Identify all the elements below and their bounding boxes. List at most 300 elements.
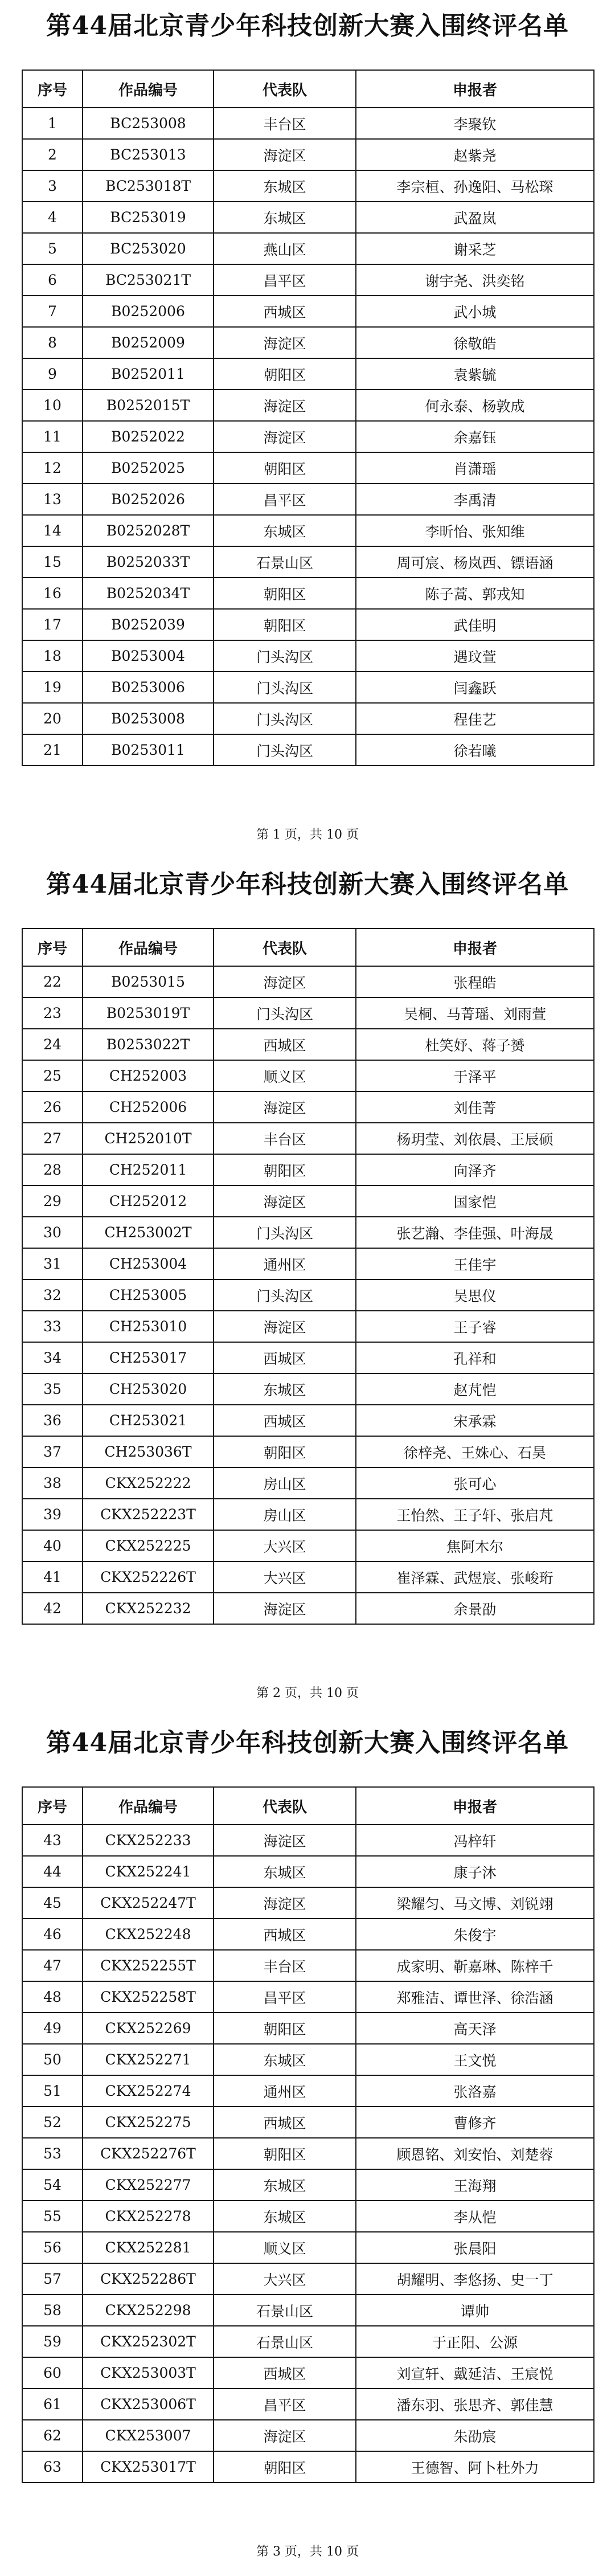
table-row: [22, 2044, 594, 2075]
table-row: [22, 1091, 594, 1123]
cell-applicant: 高天泽: [356, 2013, 594, 2044]
cell-index: 10: [22, 390, 83, 421]
cell-entry-id: CKX252258T: [83, 1981, 214, 2013]
cell-entry-id: BC253018T: [83, 170, 214, 202]
table-row: [22, 2326, 594, 2357]
cell-applicant: 李聚钦: [356, 108, 594, 139]
cell-index: 14: [22, 515, 83, 546]
cell-applicant: 于泽平: [356, 1060, 594, 1091]
table-row: [22, 2232, 594, 2263]
cell-index: 18: [22, 640, 83, 672]
cell-applicant: 于正阳、公源: [356, 2326, 594, 2357]
cell-entry-id: CH252006: [83, 1091, 214, 1123]
cell-applicant: 冯梓轩: [356, 1825, 594, 1856]
table-row: [22, 170, 594, 202]
cell-applicant: 王怡然、王子轩、张启芃: [356, 1499, 594, 1530]
cell-entry-id: CH253020: [83, 1373, 214, 1405]
cell-entry-id: B0252009: [83, 327, 214, 358]
cell-applicant: 吴桐、马菁瑶、刘雨萱: [356, 997, 594, 1029]
cell-team: 西城区: [214, 1405, 356, 1436]
cell-team: 房山区: [214, 1467, 356, 1499]
cell-team: 海淀区: [214, 966, 356, 997]
cell-team: 海淀区: [214, 1091, 356, 1123]
cell-index: 36: [22, 1405, 83, 1436]
cell-entry-id: CH253005: [83, 1279, 214, 1311]
cell-team: 西城区: [214, 1919, 356, 1950]
cell-entry-id: BC253013: [83, 139, 214, 170]
table-row: [22, 1123, 594, 1154]
finalist-table: [22, 69, 594, 766]
cell-team: 门头沟区: [214, 672, 356, 703]
table-row: [22, 2420, 594, 2451]
table-row: [22, 1373, 594, 1405]
cell-entry-id: CKX252222: [83, 1467, 214, 1499]
cell-team: 西城区: [214, 2107, 356, 2138]
cell-team: 朝阳区: [214, 2138, 356, 2169]
cell-entry-id: CKX252232: [83, 1593, 214, 1624]
cell-team: 大兴区: [214, 1561, 356, 1593]
table-row: [22, 2451, 594, 2483]
page-title: 第44届北京青少年科技创新大赛入围终评名单: [46, 1728, 569, 1757]
cell-index: 53: [22, 2138, 83, 2169]
cell-index: 23: [22, 997, 83, 1029]
cell-applicant: 张艺瀚、李佳强、叶海晟: [356, 1217, 594, 1248]
cell-team: 昌平区: [214, 484, 356, 515]
document-page: [0, 1717, 615, 2575]
cell-applicant: 顾恩铭、刘安怡、刘楚蓉: [356, 2138, 594, 2169]
cell-index: 38: [22, 1467, 83, 1499]
cell-applicant: 郑雅洁、谭世泽、徐浩涵: [356, 1981, 594, 2013]
cell-team: 朝阳区: [214, 1436, 356, 1467]
table-row: [22, 1561, 594, 1593]
finalist-table: [22, 1786, 594, 2483]
cell-applicant: 李从恺: [356, 2201, 594, 2232]
cell-applicant: 李昕怡、张知维: [356, 515, 594, 546]
cell-entry-id: CKX252255T: [83, 1950, 214, 1981]
cell-entry-id: B0252022: [83, 421, 214, 452]
cell-applicant: 余景劭: [356, 1593, 594, 1624]
cell-entry-id: CKX252271: [83, 2044, 214, 2075]
cell-entry-id: BC253019: [83, 202, 214, 233]
cell-index: 62: [22, 2420, 83, 2451]
cell-applicant: 王子睿: [356, 1311, 594, 1342]
cell-team: 海淀区: [214, 1311, 356, 1342]
cell-index: 61: [22, 2389, 83, 2420]
cell-index: 33: [22, 1311, 83, 1342]
table-row: [22, 1499, 594, 1530]
cell-entry-id: B0253008: [83, 703, 214, 734]
cell-index: 12: [22, 452, 83, 484]
cell-index: 31: [22, 1248, 83, 1279]
cell-applicant: 刘佳菁: [356, 1091, 594, 1123]
page-footer: 第 2 页，共 10 页: [256, 1686, 359, 1700]
cell-applicant: 李宗桓、孙逸阳、马松琛: [356, 170, 594, 202]
cell-applicant: 遇玟萱: [356, 640, 594, 672]
cell-team: 海淀区: [214, 2420, 356, 2451]
cell-applicant: 程佳艺: [356, 703, 594, 734]
header-applicant: 申报者: [356, 70, 594, 108]
cell-team: 顺义区: [214, 1060, 356, 1091]
table-row: [22, 1436, 594, 1467]
cell-index: 1: [22, 108, 83, 139]
cell-applicant: 武盈岚: [356, 202, 594, 233]
table-row: [22, 1154, 594, 1185]
cell-index: 59: [22, 2326, 83, 2357]
cell-index: 44: [22, 1856, 83, 1887]
cell-index: 48: [22, 1981, 83, 2013]
cell-entry-id: CH253010: [83, 1311, 214, 1342]
table-row: [22, 2389, 594, 2420]
cell-applicant: 赵紫尧: [356, 139, 594, 170]
cell-team: 门头沟区: [214, 703, 356, 734]
cell-index: 47: [22, 1950, 83, 1981]
page-footer: 第 1 页，共 10 页: [256, 828, 359, 842]
cell-entry-id: CH253021: [83, 1405, 214, 1436]
cell-applicant: 向泽齐: [356, 1154, 594, 1185]
table-row: [22, 1029, 594, 1060]
cell-index: 21: [22, 734, 83, 766]
cell-team: 东城区: [214, 2044, 356, 2075]
cell-entry-id: B0252034T: [83, 578, 214, 609]
cell-applicant: 成家明、靳嘉琳、陈梓千: [356, 1950, 594, 1981]
table-row: [22, 1981, 594, 2013]
table-row: [22, 1342, 594, 1373]
cell-applicant: 王海翔: [356, 2169, 594, 2201]
cell-index: 3: [22, 170, 83, 202]
cell-applicant: 张晨阳: [356, 2232, 594, 2263]
cell-entry-id: BC253021T: [83, 264, 214, 296]
cell-entry-id: B0252006: [83, 296, 214, 327]
cell-entry-id: CH252012: [83, 1185, 214, 1217]
cell-index: 42: [22, 1593, 83, 1624]
cell-applicant: 闫鑫跃: [356, 672, 594, 703]
cell-team: 房山区: [214, 1499, 356, 1530]
table-row: [22, 358, 594, 390]
table-row: [22, 1248, 594, 1279]
cell-team: 西城区: [214, 2357, 356, 2389]
cell-index: 13: [22, 484, 83, 515]
cell-team: 门头沟区: [214, 997, 356, 1029]
cell-index: 43: [22, 1825, 83, 1856]
header-entry-id: 作品编号: [83, 70, 214, 108]
table-row: [22, 997, 594, 1029]
table-row: [22, 484, 594, 515]
cell-applicant: 吴思仪: [356, 1279, 594, 1311]
cell-applicant: 谭帅: [356, 2295, 594, 2326]
cell-index: 26: [22, 1091, 83, 1123]
cell-applicant: 朱劭宸: [356, 2420, 594, 2451]
table-row: [22, 966, 594, 997]
table-row: [22, 734, 594, 766]
cell-applicant: 崔泽霖、武煜宸、张峻珩: [356, 1561, 594, 1593]
table-row: [22, 421, 594, 452]
cell-team: 门头沟区: [214, 1217, 356, 1248]
page-title: 第44届北京青少年科技创新大赛入围终评名单: [46, 11, 569, 40]
cell-index: 46: [22, 1919, 83, 1950]
header-team: 代表队: [214, 1787, 356, 1825]
cell-team: 朝阳区: [214, 578, 356, 609]
cell-index: 28: [22, 1154, 83, 1185]
table-row: [22, 327, 594, 358]
cell-index: 17: [22, 609, 83, 640]
cell-applicant: 梁耀匀、马文博、刘锐翊: [356, 1887, 594, 1919]
cell-applicant: 张洛嘉: [356, 2075, 594, 2107]
cell-entry-id: B0253006: [83, 672, 214, 703]
cell-index: 15: [22, 546, 83, 578]
cell-applicant: 王佳宇: [356, 1248, 594, 1279]
cell-entry-id: B0253022T: [83, 1029, 214, 1060]
cell-entry-id: CKX252302T: [83, 2326, 214, 2357]
cell-index: 24: [22, 1029, 83, 1060]
cell-index: 45: [22, 1887, 83, 1919]
cell-entry-id: CH253017: [83, 1342, 214, 1373]
cell-team: 海淀区: [214, 1825, 356, 1856]
cell-team: 朝阳区: [214, 2013, 356, 2044]
cell-index: 6: [22, 264, 83, 296]
cell-index: 2: [22, 139, 83, 170]
cell-team: 朝阳区: [214, 2451, 356, 2483]
cell-index: 9: [22, 358, 83, 390]
table-row: [22, 1856, 594, 1887]
cell-entry-id: CKX252281: [83, 2232, 214, 2263]
cell-index: 5: [22, 233, 83, 264]
cell-entry-id: CH252011: [83, 1154, 214, 1185]
cell-entry-id: CKX252277: [83, 2169, 214, 2201]
table-row: [22, 546, 594, 578]
cell-index: 50: [22, 2044, 83, 2075]
table-row: [22, 1279, 594, 1311]
table-row: [22, 703, 594, 734]
table-row: [22, 1825, 594, 1856]
cell-applicant: 王德智、阿卜杜外力: [356, 2451, 594, 2483]
table-row: [22, 1887, 594, 1919]
header-team: 代表队: [214, 929, 356, 966]
table-row: [22, 108, 594, 139]
table-header-row: [22, 70, 594, 108]
table-row: [22, 640, 594, 672]
cell-index: 29: [22, 1185, 83, 1217]
cell-applicant: 武小城: [356, 296, 594, 327]
cell-entry-id: CKX252278: [83, 2201, 214, 2232]
cell-team: 东城区: [214, 202, 356, 233]
cell-index: 49: [22, 2013, 83, 2044]
cell-entry-id: BC253008: [83, 108, 214, 139]
cell-index: 30: [22, 1217, 83, 1248]
cell-entry-id: CKX252298: [83, 2295, 214, 2326]
cell-index: 39: [22, 1499, 83, 1530]
table-row: [22, 515, 594, 546]
table-row: [22, 296, 594, 327]
header-applicant: 申报者: [356, 1787, 594, 1825]
table-row: [22, 233, 594, 264]
cell-applicant: 徐若曦: [356, 734, 594, 766]
table-row: [22, 139, 594, 170]
cell-team: 门头沟区: [214, 734, 356, 766]
table-row: [22, 1950, 594, 1981]
cell-index: 54: [22, 2169, 83, 2201]
cell-entry-id: B0253011: [83, 734, 214, 766]
cell-entry-id: CKX252269: [83, 2013, 214, 2044]
header-entry-id: 作品编号: [83, 1787, 214, 1825]
cell-index: 25: [22, 1060, 83, 1091]
finalist-table: [22, 928, 594, 1625]
page-footer: 第 3 页，共 10 页: [256, 2545, 359, 2559]
cell-entry-id: B0253015: [83, 966, 214, 997]
cell-applicant: 张可心: [356, 1467, 594, 1499]
cell-team: 丰台区: [214, 108, 356, 139]
table-row: [22, 1185, 594, 1217]
cell-entry-id: B0252028T: [83, 515, 214, 546]
table-row: [22, 390, 594, 421]
table-row: [22, 672, 594, 703]
cell-entry-id: CH253002T: [83, 1217, 214, 1248]
table-row: [22, 2201, 594, 2232]
cell-index: 40: [22, 1530, 83, 1561]
cell-entry-id: B0252039: [83, 609, 214, 640]
cell-entry-id: CKX252226T: [83, 1561, 214, 1593]
cell-index: 20: [22, 703, 83, 734]
cell-entry-id: CKX252286T: [83, 2263, 214, 2295]
cell-team: 海淀区: [214, 1185, 356, 1217]
cell-team: 燕山区: [214, 233, 356, 264]
cell-index: 57: [22, 2263, 83, 2295]
table-row: [22, 1060, 594, 1091]
header-team: 代表队: [214, 70, 356, 108]
cell-team: 朝阳区: [214, 452, 356, 484]
table-row: [22, 1405, 594, 1436]
header-index: 序号: [22, 1787, 83, 1825]
cell-applicant: 袁紫毓: [356, 358, 594, 390]
cell-team: 大兴区: [214, 2263, 356, 2295]
cell-team: 朝阳区: [214, 1154, 356, 1185]
cell-team: 海淀区: [214, 421, 356, 452]
table-row: [22, 2357, 594, 2389]
cell-index: 37: [22, 1436, 83, 1467]
cell-team: 西城区: [214, 1029, 356, 1060]
cell-team: 东城区: [214, 170, 356, 202]
cell-applicant: 徐梓尧、王姝心、石昊: [356, 1436, 594, 1467]
cell-index: 41: [22, 1561, 83, 1593]
table-row: [22, 1217, 594, 1248]
table-row: [22, 1593, 594, 1624]
cell-index: 27: [22, 1123, 83, 1154]
cell-entry-id: BC253020: [83, 233, 214, 264]
cell-applicant: 康子沐: [356, 1856, 594, 1887]
table-row: [22, 1919, 594, 1950]
cell-applicant: 刘宣轩、戴延洁、王宸悦: [356, 2357, 594, 2389]
cell-applicant: 杜笑妤、蒋子赟: [356, 1029, 594, 1060]
cell-applicant: 胡耀明、李悠扬、史一丁: [356, 2263, 594, 2295]
cell-applicant: 张程皓: [356, 966, 594, 997]
cell-index: 52: [22, 2107, 83, 2138]
cell-index: 58: [22, 2295, 83, 2326]
cell-team: 石景山区: [214, 2326, 356, 2357]
header-index: 序号: [22, 929, 83, 966]
cell-team: 海淀区: [214, 1887, 356, 1919]
cell-applicant: 潘东羽、张思齐、郭佳慧: [356, 2389, 594, 2420]
cell-entry-id: CKX252275: [83, 2107, 214, 2138]
cell-applicant: 武佳明: [356, 609, 594, 640]
cell-team: 东城区: [214, 1373, 356, 1405]
table-row: [22, 2263, 594, 2295]
header-applicant: 申报者: [356, 929, 594, 966]
cell-index: 4: [22, 202, 83, 233]
cell-applicant: 朱俊宇: [356, 1919, 594, 1950]
cell-team: 石景山区: [214, 546, 356, 578]
cell-team: 通州区: [214, 1248, 356, 1279]
cell-index: 55: [22, 2201, 83, 2232]
cell-index: 8: [22, 327, 83, 358]
cell-team: 昌平区: [214, 1981, 356, 2013]
cell-applicant: 焦阿木尔: [356, 1530, 594, 1561]
cell-entry-id: B0252033T: [83, 546, 214, 578]
cell-applicant: 孔祥和: [356, 1342, 594, 1373]
cell-entry-id: CKX253003T: [83, 2357, 214, 2389]
cell-team: 东城区: [214, 2169, 356, 2201]
cell-entry-id: CKX252248: [83, 1919, 214, 1950]
cell-index: 16: [22, 578, 83, 609]
cell-team: 石景山区: [214, 2295, 356, 2326]
cell-entry-id: CH252010T: [83, 1123, 214, 1154]
table-row: [22, 264, 594, 296]
cell-index: 34: [22, 1342, 83, 1373]
table-row: [22, 202, 594, 233]
table-header-row: [22, 1787, 594, 1825]
cell-applicant: 国家恺: [356, 1185, 594, 1217]
page-title: 第44届北京青少年科技创新大赛入围终评名单: [46, 870, 569, 899]
table-row: [22, 1530, 594, 1561]
cell-index: 56: [22, 2232, 83, 2263]
table-row: [22, 2138, 594, 2169]
cell-applicant: 王文悦: [356, 2044, 594, 2075]
cell-entry-id: B0252011: [83, 358, 214, 390]
cell-team: 东城区: [214, 1856, 356, 1887]
cell-entry-id: B0252026: [83, 484, 214, 515]
cell-team: 海淀区: [214, 390, 356, 421]
cell-team: 东城区: [214, 2201, 356, 2232]
cell-index: 35: [22, 1373, 83, 1405]
cell-applicant: 徐敬皓: [356, 327, 594, 358]
cell-entry-id: CKX253017T: [83, 2451, 214, 2483]
cell-applicant: 李禹清: [356, 484, 594, 515]
cell-applicant: 赵芃恺: [356, 1373, 594, 1405]
table-row: [22, 2107, 594, 2138]
cell-entry-id: CKX252223T: [83, 1499, 214, 1530]
cell-entry-id: CKX252274: [83, 2075, 214, 2107]
cell-applicant: 谢采芝: [356, 233, 594, 264]
cell-team: 门头沟区: [214, 1279, 356, 1311]
cell-team: 昌平区: [214, 264, 356, 296]
cell-team: 丰台区: [214, 1950, 356, 1981]
table-row: [22, 2013, 594, 2044]
cell-entry-id: CKX252247T: [83, 1887, 214, 1919]
cell-entry-id: CH252003: [83, 1060, 214, 1091]
cell-entry-id: CKX252276T: [83, 2138, 214, 2169]
cell-team: 朝阳区: [214, 358, 356, 390]
cell-applicant: 宋承霖: [356, 1405, 594, 1436]
cell-index: 51: [22, 2075, 83, 2107]
table-row: [22, 2169, 594, 2201]
header-entry-id: 作品编号: [83, 929, 214, 966]
cell-team: 海淀区: [214, 1593, 356, 1624]
cell-entry-id: B0252015T: [83, 390, 214, 421]
cell-applicant: 谢宇尧、洪奕铭: [356, 264, 594, 296]
cell-entry-id: CKX253007: [83, 2420, 214, 2451]
cell-index: 7: [22, 296, 83, 327]
cell-team: 通州区: [214, 2075, 356, 2107]
cell-entry-id: CKX253006T: [83, 2389, 214, 2420]
cell-applicant: 杨玥莹、刘依晨、王辰硕: [356, 1123, 594, 1154]
